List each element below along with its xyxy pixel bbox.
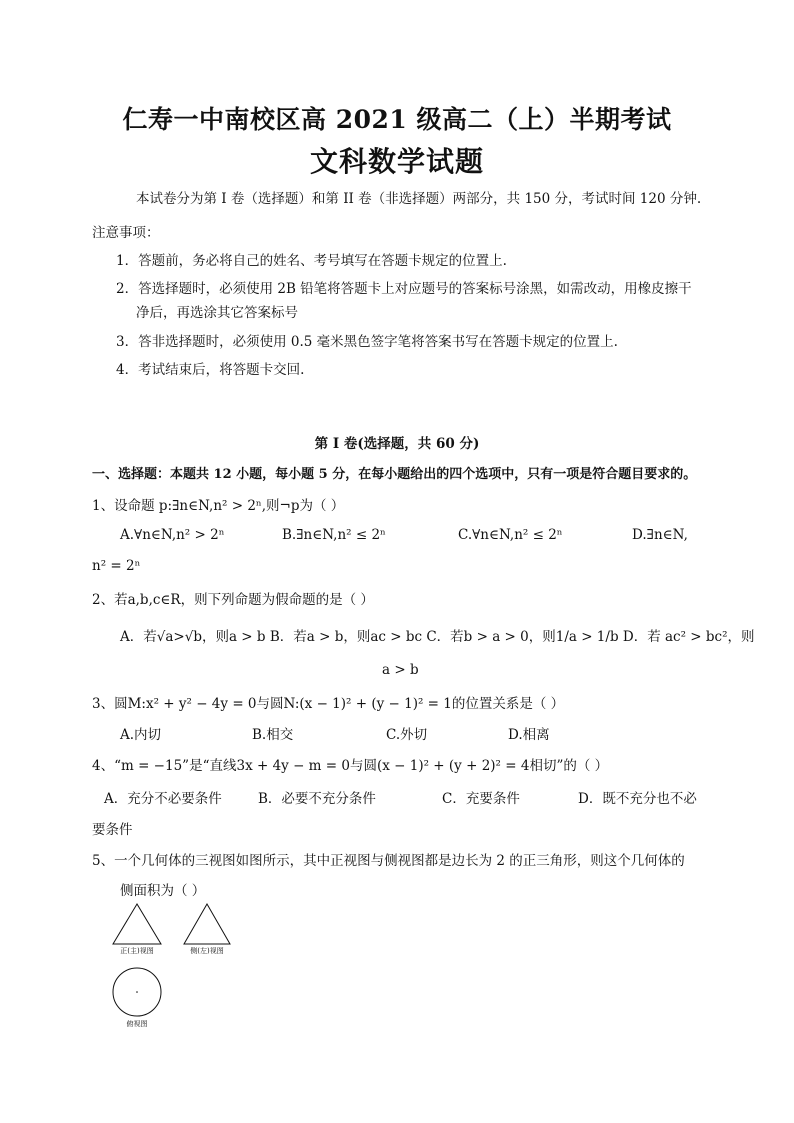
q3-option-c: C.外切 <box>386 727 428 743</box>
three-view-figure <box>100 898 260 1033</box>
q2-option-d-cont: a > b <box>382 662 419 678</box>
q4-option-d-cont: 要条件 <box>92 822 133 838</box>
q5-stem-cont: 侧面积为（ ） <box>120 883 206 899</box>
section-heading: 一、选择题：本题共 12 小题，每小题 5 分，在每小题给出的四个选项中，只有一项是符合题目要求的。 <box>92 467 697 482</box>
q1-stem: 1、设命题 p:∃n∈N,n² > 2ⁿ,则¬p为（ ） <box>92 498 345 514</box>
note-item-4: 4．考试结束后，将答题卡交回. <box>116 362 305 378</box>
q4-stem: 4、“m = −15”是“直线3x + 4y − m = 0与圆(x − 1)² + (y + 2)² = 4相切”的（ ） <box>92 758 609 774</box>
q1-option-c: C.∀n∈N,n² ≤ 2ⁿ <box>458 527 563 543</box>
note-item-1: 1．答题前，务必将自己的姓名、考号填写在答题卡规定的位置上. <box>116 253 507 269</box>
top-view-label: 俯视图 <box>126 1020 148 1028</box>
exam-intro: 本试卷分为第 I 卷（选择题）和第 II 卷（非选择题）两部分，共 150 分，考试时间 120 分钟. <box>136 191 702 207</box>
part1-title: 第 I 卷(选择题，共 60 分) <box>314 436 480 452</box>
q2-stem: 2、若a,b,c∈R，则下列命题为假命题的是（ ） <box>92 592 374 608</box>
side-view-label: 侧(左)视图 <box>190 947 224 955</box>
q1-option-d: D.∃n∈N, <box>632 527 688 543</box>
note-item-2: 2．答选择题时，必须使用 2B 铅笔将答题卡上对应题号的答案标号涂黑，如需改动，用橡皮擦干 <box>116 281 692 297</box>
note-item-3: 3．答非选择题时，必须使用 0.5 毫米黑色签字笔将答案书写在答题卡规定的位置上. <box>116 334 618 350</box>
q2-options: A．若√a>√b，则a > b B．若a > b，则ac > bc C．若b > a > 0，则1/a > 1/b D．若 ac² > bc²，则 <box>120 629 755 645</box>
q1-option-a: A.∀n∈N,n² > 2ⁿ <box>120 527 225 543</box>
q4-option-d: D．既不充分也不必 <box>578 791 697 807</box>
front-view-label: 正(主)视图 <box>120 947 154 955</box>
top-view-center-dot <box>136 991 138 993</box>
notes-heading: 注意事项： <box>92 225 160 241</box>
q5-stem: 5、一个几何体的三视图如图所示，其中正视图与侧视图都是边长为 2 的正三角形，则这个几何体的 <box>92 853 685 869</box>
q4-option-b: B．必要不充分条件 <box>258 791 376 807</box>
q3-stem: 3、圆M:x² + y² − 4y = 0与圆N:(x − 1)² + (y − 1)² = 1的位置关系是（ ） <box>92 696 565 712</box>
q1-option-b: B.∃n∈N,n² ≤ 2ⁿ <box>282 527 386 543</box>
exam-subtitle: 文科数学试题 <box>309 145 484 178</box>
q3-option-b: B.相交 <box>252 727 294 743</box>
q1-option-d-cont: n² = 2ⁿ <box>92 558 141 574</box>
q4-option-c: C．充要条件 <box>442 791 520 807</box>
q3-option-d: D.相离 <box>508 727 550 743</box>
q4-option-a: A．充分不必要条件 <box>104 791 222 807</box>
q3-option-a: A.内切 <box>120 727 162 743</box>
note-item-2-cont: 净后，再选涂其它答案标号 <box>136 305 298 321</box>
side-view-triangle <box>184 904 230 944</box>
exam-title: 仁寿一中南校区高 2021 级高二（上）半期考试 <box>122 105 672 134</box>
front-view-triangle <box>113 904 161 944</box>
